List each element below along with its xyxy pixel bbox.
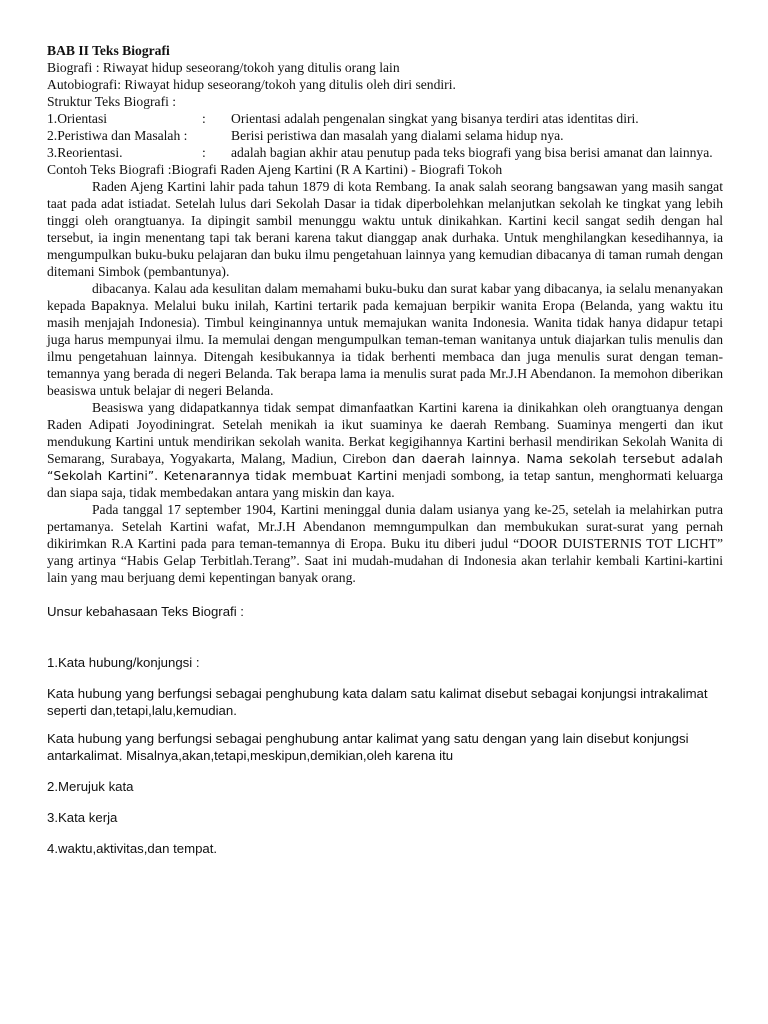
structure-item-orientasi (47, 110, 723, 127)
structure-label: 3.Reorientasi. (47, 145, 123, 160)
document-page (47, 42, 723, 857)
structure-item-peristiwa (47, 127, 723, 144)
unsur-desc-1: Kata hubung yang berfungsi sebagai penghubung kata dalam satu kalimat disebut sebagai konjungsi intrakalimat seperti dan,tetapi,lalu,kemudian. (47, 686, 708, 718)
structure-colon: : (202, 145, 206, 160)
paragraph-4: Pada tanggal 17 september 1904, Kartini meninggal dunia dalam usianya yang ke-25, setelah ia melahirkan putra pertamanya. Setelah Kartini wafat, Mr.J.H Abendanon memngumpulkan dan membukukan surat-surat yang pernah dikirimkan R.A Kartini pada para teman-temannya di Eropa. Buku itu diberi judul “DOOR DUISTERNIS TOT LICHT” yang artinya “Habis Gelap Terbitlah.Terang”. Saat ini mudah-mudahan di Indonesia akan terlahir kembali Kartini-kartini lain yang mau berjuang demi kepentingan banyak orang. (47, 502, 723, 585)
structure-desc: Orientasi adalah pengenalan singkat yang bisanya terdiri atas identitas diri. (231, 111, 639, 126)
paragraph-3-sans-text: dan daerah lainnya. Nama sekolah tersebut adalah “Sekolah Kartini”. Ketenarannya tidak membuat Kartini (47, 451, 724, 483)
paragraph-2: dibacanya. Kalau ada kesulitan dalam memahami buku-buku dan surat kabar yang dibacanya, ia selalu menanyakan kepada Bapaknya. Melalui buku inilah, Kartini tertarik pada kemajuan berpikir wanita Eropa (Belanda, yang waktu itu masih menjajah Indonesia). Timbul keinginannya untuk memajukan wanita Indonesia. Wanita tidak hanya didapur tetapi juga harus mempunyai ilmu. Ia memulai dengan mengumpulkan teman-teman wanitanya untuk diajarkan tulis menulis dan ilmu pengetahuan lainnya. Ditengah kesibukannya ia tidak berhenti membaca dan juga menulis surat dengan teman-temannya yang berada di negeri Belanda. Tak berapa lama ia menulis surat pada Mr.J.H Abendanon. Ia memohon diberikan beasiswa untuk belajar di negeri Belanda. (47, 281, 723, 398)
paragraph-3 (47, 399, 723, 501)
structure-item-reorientasi (47, 144, 723, 161)
paragraph-3-end: menjadi sombong, ia tetap santun, menghormati keluarga dan siapa saja, tidak membedakan antara yang miskin dan kaya. (47, 468, 723, 500)
unsur-item-2: 2.Merujuk kata (47, 779, 134, 794)
structure-colon (202, 127, 231, 144)
unsur-desc-2: Kata hubung yang berfungsi sebagai penghubung antar kalimat yang satu dengan yang lain disebut konjungsi antarkalimat. Misalnya,akan,tetapi,meskipun,demikian,oleh karena itu (47, 731, 689, 763)
unsur-item-4: 4.waktu,aktivitas,dan tempat. (47, 841, 218, 856)
paragraph-3-text: Beasiswa yang didapatkannya tidak sempat dimanfaatkan Kartini karena ia dinikahkan oleh orangtuanya dengan Raden Adipati Joyodiningrat. Setelah menikah ia ikut suaminya ke daerah Rembang. Suaminya mengerti dan ikut mendukung Kartini untuk mendirikan sekolah wanita. Berkat kegigihannya Kartini berhasil mendirikan Sekolah Wanita di Semarang, Surabaya, Yogyakarta, Malang, Madiun, Cirebon (47, 400, 723, 466)
autobiografi-definition: Autobiografi: Riwayat hidup seseorang/tokoh yang ditulis oleh diri sendiri. (47, 77, 456, 92)
unsur-item-1: 1.Kata hubung/konjungsi : (47, 655, 200, 670)
structure-label: 2.Peristiwa dan Masalah : (47, 128, 188, 143)
structure-desc: Berisi peristiwa dan masalah yang dialami selama hidup nya. (231, 128, 564, 143)
structure-colon: : (202, 111, 206, 126)
structure-heading: Struktur Teks Biografi : (47, 94, 177, 109)
structure-desc: adalah bagian akhir atau penutup pada teks biografi yang bisa berisi amanat dan lainnya. (231, 145, 713, 160)
example-heading: Contoh Teks Biografi :Biografi Raden Ajeng Kartini (R A Kartini) - Biografi Tokoh (47, 162, 503, 177)
unsur-item-3: 3.Kata kerja (47, 810, 118, 825)
unsur-heading: Unsur kebahasaan Teks Biografi : (47, 604, 244, 619)
paragraph-1: Raden Ajeng Kartini lahir pada tahun 1879 di kota Rembang. Ia anak salah seorang bangsawan yang masih sangat taat pada adat istiadat. Setelah lulus dari Sekolah Dasar ia tidak diperbolehkan melanjutkan sekolah ke tingkat yang lebih tinggi oleh orangtuanya. Ia dipingit sambil menunggu waktu untuk dinikahkan. Kartini kecil sangat sedih dengan hal tersebut, ia ingin menentang tapi tak berani karena takut dianggap anak durhaka. Untuk menghilangkan kesedihannya, ia mengumpulkan buku-buku pelajaran dan buku ilmu pengetahuan lainnya yang kemudian dibacanya di taman rumah dengan ditemani Simbok (pembantunya). (47, 179, 723, 279)
biografi-definition: Biografi : Riwayat hidup seseorang/tokoh yang ditulis orang lain (47, 60, 400, 75)
structure-label: 1.Orientasi (47, 111, 108, 126)
document-title: BAB II Teks Biografi (47, 43, 170, 58)
